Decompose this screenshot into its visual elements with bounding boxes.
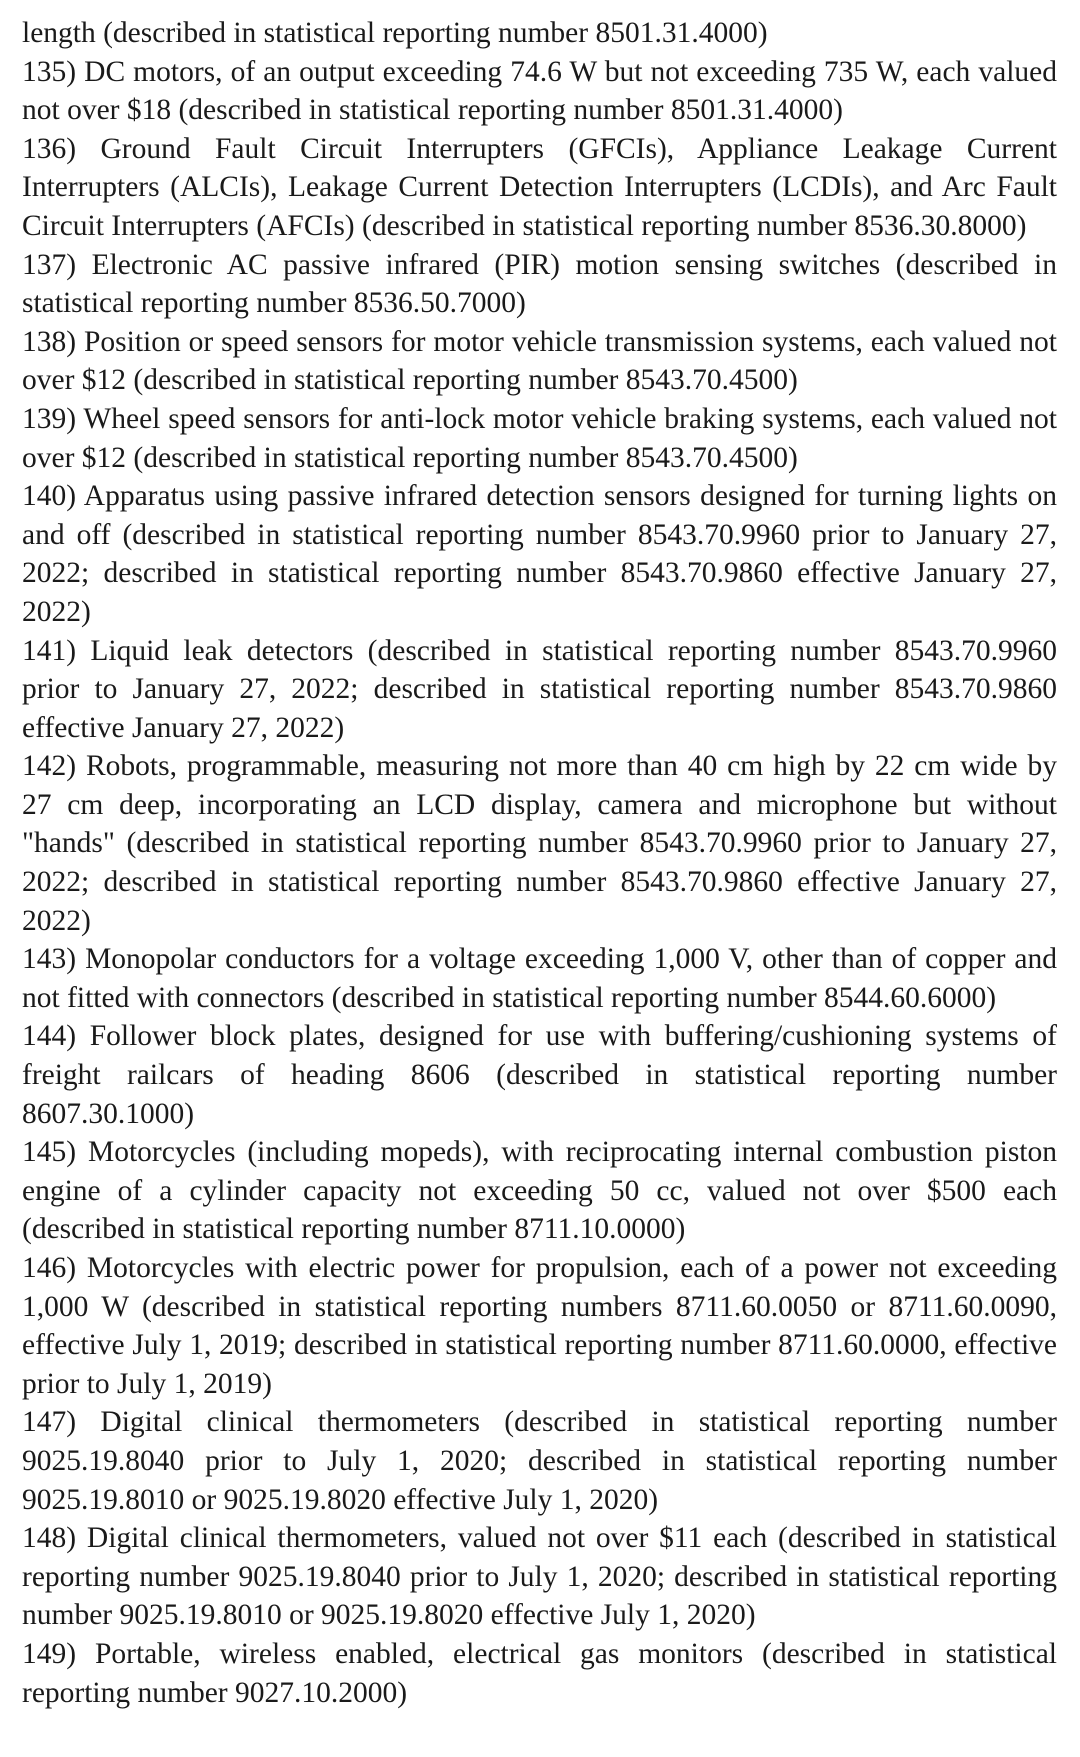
paragraph-continuation: length (described in statistical reporting number 8501.31.4000) — [22, 17, 768, 49]
list-item-145: 145) Motorcycles (including mopeds), with reciprocating internal combustion piston engine of a cylinder capacity not exceeding 50 cc, valued not over $500 each (described in statistical reporting number 8711.10.0000) — [22, 1136, 1057, 1246]
list-item-142: 142) Robots, programmable, measuring not more than 40 cm high by 22 cm wide by 27 cm deep, incorporating an LCD display, camera and microphone but without "hands" (described in statistical reporting number 8543.70.9960 prior to January 27, 2022; described in statistical reporting number 8543.70.9860 effective January 27, 2022) — [22, 750, 1057, 937]
list-item-139: 139) Wheel speed sensors for anti-lock motor vehicle braking systems, each valued not over $12 (described in statistical reporting number 8543.70.4500) — [22, 402, 1057, 474]
list-item-138: 138) Position or speed sensors for motor vehicle transmission systems, each valued not over $12 (described in statistical reporting number 8543.70.4500) — [22, 325, 1057, 397]
list-item-146: 146) Motorcycles with electric power for propulsion, each of a power not exceeding 1,000 W (described in statistical reporting numbers 8711.60.0050 or 8711.60.0090, effective July 1, 2019; described in statistical reporting number 8711.60.0000, effective prior to July 1, 2019) — [22, 1252, 1057, 1400]
list-item-141: 141) Liquid leak detectors (described in statistical reporting number 8543.70.9960 prior to January 27, 2022; described in statistical reporting number 8543.70.9860 effective January 27, 2022) — [22, 634, 1057, 744]
list-item-148: 148) Digital clinical thermometers, valued not over $11 each (described in statistical reporting number 9025.19.8040 prior to July 1, 2020; described in statistical reporting number 9025.19.8010 or 9025.19.8020 effective July 1, 2020) — [22, 1522, 1057, 1632]
list-item-147: 147) Digital clinical thermometers (described in statistical reporting number 9025.19.8040 prior to July 1, 2020; described in statistical reporting number 9025.19.8010 or 9025.19.8020 effective July 1, 2020) — [22, 1406, 1057, 1516]
list-item-136: 136) Ground Fault Circuit Interrupters (GFCIs), Appliance Leakage Current Interrupters (ALCIs), Leakage Current Detection Interrupters (LCDIs), and Arc Fault Circuit Interrupters (AFCIs) (described in statistical reporting number 8536.30.8000) — [22, 132, 1057, 242]
list-item-144: 144) Follower block plates, designed for use with buffering/cushioning systems of freight railcars of heading 8606 (described in statistical reporting number 8607.30.1000) — [22, 1020, 1057, 1130]
list-item-143: 143) Monopolar conductors for a voltage exceeding 1,000 V, other than of copper and not fitted with connectors (described in statistical reporting number 8544.60.6000) — [22, 943, 1057, 1014]
list-item-137: 137) Electronic AC passive infrared (PIR) motion sensing switches (described in statistical reporting number 8536.50.7000) — [22, 248, 1057, 320]
list-item-140: 140) Apparatus using passive infrared detection sensors designed for turning lights on and off (described in statistical reporting number 8543.70.9960 prior to January 27, 2022; described in statistical reporting number 8543.70.9860 effective January 27, 2022) — [22, 480, 1057, 628]
document-page — [22, 14, 1057, 1712]
list-item-149: 149) Portable, wireless enabled, electrical gas monitors (described in statistical reporting number 9027.10.2000) — [22, 1637, 1057, 1709]
list-item-135: 135) DC motors, of an output exceeding 74.6 W but not exceeding 735 W, each valued not over $18 (described in statistical reporting number 8501.31.4000) — [22, 55, 1057, 127]
